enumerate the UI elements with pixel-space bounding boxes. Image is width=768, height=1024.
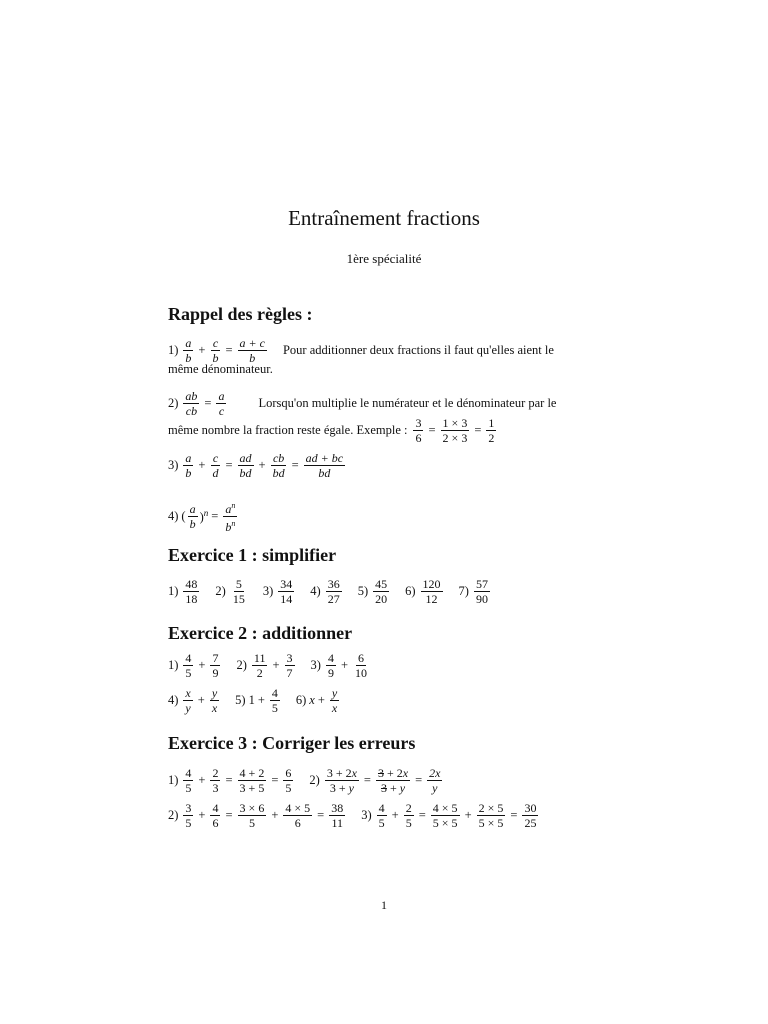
exercice-3-row-1: 1) $\frac{4}{5}$ + $\frac{2}{3}$ = $\frac{4 + 2}{3 + 5}$ = $\frac{6}{5}$ 2) $\frac{3 + 2x}{3 + y}$ = $\frac{3 + 2x}{3 + y}$ = $\frac{2x}{y}$: [168, 766, 441, 795]
ex1-item-fraction: $\frac{34}{14}$: [280, 577, 293, 606]
rule-1-text: Pour additionner deux fractions il faut qu'elles aient le: [282, 343, 554, 357]
page-number: 1: [381, 898, 387, 912]
ex1-item-label: 2): [215, 584, 226, 598]
rule-2: 2) $\frac{ab}{cb}$ = $\frac{a}{c}$ Lorsqu'on multiplie le numérateur et le dénominateur par le: [168, 389, 557, 418]
ex1-item-fraction: $\frac{48}{18}$: [185, 577, 198, 606]
rule-1-text-continued: même dénominateur.: [168, 362, 273, 376]
page-subtitle: 1ère spécialité: [346, 251, 422, 266]
ex1-item-label: 1): [168, 584, 179, 598]
rule-1: 1) $\frac{a}{b}$ + $\frac{c}{b}$ = $\frac{a + c}{b}$ Pour additionner deux fractions il faut qu'elles aient le: [168, 336, 554, 365]
rule-2-example: même nombre la fraction reste égale. Exemple : $\frac{3}{6}$ = $\frac{1 \times 3}{2 \times 3}$ = $\frac{1}{2}$: [168, 416, 495, 445]
exercice-3-row-2: 2) $\frac{3}{5}$ + $\frac{4}{6}$ = $\frac{3 \times 6}{5}$ + $\frac{4 \times 5}{6}$ = $\frac{38}{11}$ 3) $\frac{4}{5}$ + $\frac{2}{5}$ = $\frac{4 \times 5}{5 \times 5}$ + $\frac{2 \times 5}{5 \times 5}$ = $\frac{30}{25}$: [168, 801, 537, 830]
exercice-2-row-1: 1) $\frac{4}{5}$ + $\frac{7}{9}$ 2) $\frac{11}{2}$ + $\frac{3}{7}$ 3) $\frac{4}{9}$ + $\frac{6}{10}$: [168, 651, 368, 680]
ex1-item-label: 6): [405, 584, 416, 598]
ex1-item-fraction: $\frac{45}{20}$: [375, 577, 388, 606]
ex1-item-label: 5): [357, 584, 369, 598]
rule-2-text: Lorsqu'on multiplie le numérateur et le dénominateur par le: [258, 396, 557, 410]
heading-exercice-3: Exercice 3 : Corriger les erreurs: [168, 733, 416, 753]
ex1-item-label: 7): [458, 584, 469, 598]
ex1-item-label: 4): [310, 584, 321, 598]
rule-4: 4) ( $\frac{a}{b}$ )$^n$ = $\frac{a^n}{b^n}$: [168, 501, 236, 534]
ex1-item-fraction: $\frac{120}{12}$: [422, 577, 441, 606]
heading-exercice-2: Exercice 2 : additionner: [168, 623, 353, 643]
exercice-2-row-2: 4) $\frac{x}{y}$ + $\frac{y}{x}$ 5) 1 + $\frac{4}{5}$ 6) x + $\frac{y}{x}$: [168, 686, 338, 715]
heading-exercice-1: Exercice 1 : simplifier: [168, 545, 337, 565]
ex1-item-fraction: $\frac{57}{90}$: [475, 577, 488, 606]
page-title: Entraînement fractions: [288, 206, 480, 230]
ex1-item-label: 3): [262, 584, 274, 598]
ex1-item-fraction: $\frac{5}{15}$: [232, 577, 245, 606]
exercice-1-items: [168, 577, 492, 606]
rule-3: 3) $\frac{a}{b}$ + $\frac{c}{d}$ = $\frac{ad}{bd}$ + $\frac{cb}{bd}$ = $\frac{ad + bc}{bd}$: [168, 451, 344, 480]
ex1-item-fraction: $\frac{36}{27}$: [327, 577, 340, 606]
heading-rappel: Rappel des règles :: [168, 304, 313, 324]
